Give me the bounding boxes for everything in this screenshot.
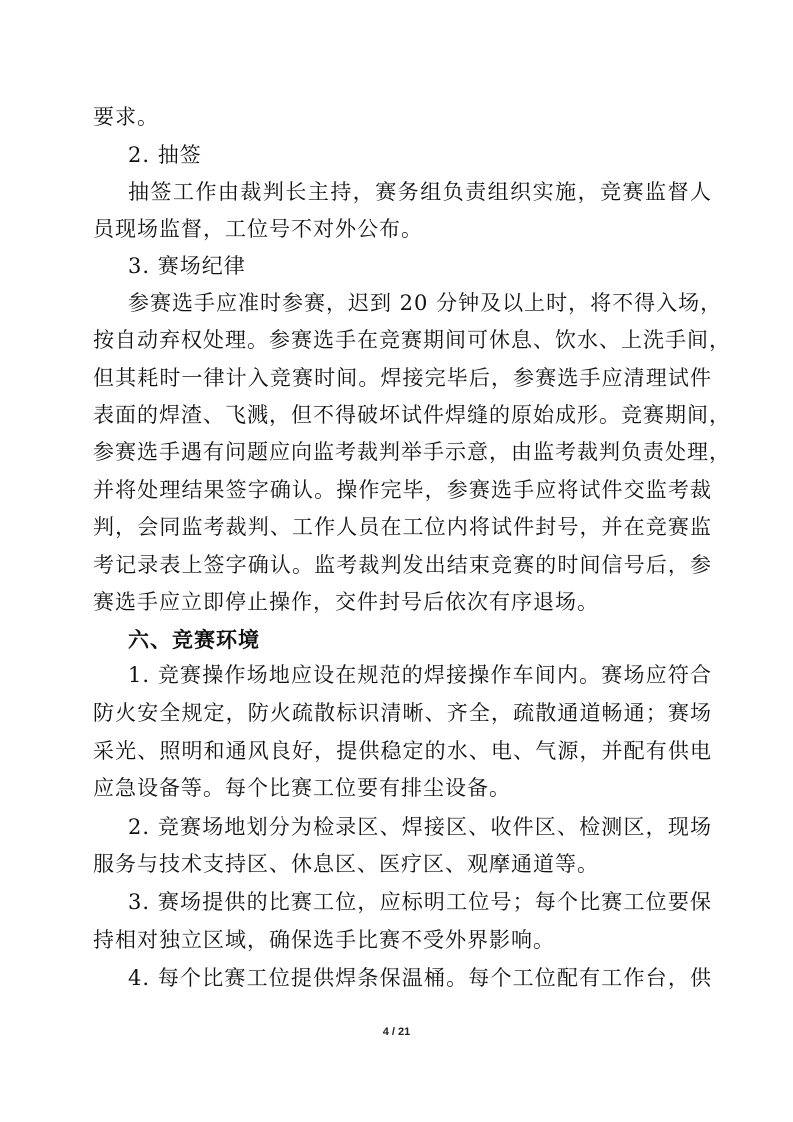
paragraph-line: 赛选手应立即停止操作，交件封号后依次有序退场。: [93, 590, 599, 614]
paragraph-line: 参赛选手应准时参赛，迟到 20 分钟及以上时，将不得入场，: [128, 291, 723, 315]
paragraph-line: 服务与技术支持区、休息区、医疗区、观摩通道等。: [93, 852, 599, 876]
section-heading: 六、竞赛环境: [128, 627, 260, 652]
paragraph-line: 考记录表上签字确认。监考裁判发出结束竞赛的时间信号后，参: [93, 553, 712, 577]
paragraph-line: 防火安全规定，防火疏散标识清晰、齐全，疏散通道畅通；赛场: [93, 701, 712, 725]
page-number: 4 / 21: [382, 1026, 411, 1038]
subheading-draw: 2. 抽签: [128, 143, 202, 167]
paragraph-line: 判，会同监考裁判、工作人员在工位内将试件封号，并在竞赛监: [93, 515, 712, 539]
paragraph-line: 表面的焊渣、飞溅，但不得破坏试件焊缝的原始成形。竞赛期间，: [93, 403, 731, 427]
paragraph-line: 参赛选手遇有问题应向监考裁判举手示意，由监考裁判负责处理，: [93, 440, 731, 464]
paragraph-line: 3. 赛场提供的比赛工位，应标明工位号；每个比赛工位要保: [128, 890, 712, 914]
paragraph-line: 但其耗时一律计入竞赛时间。焊接完毕后，参赛选手应清理试件: [93, 366, 712, 390]
paragraph-line: 4. 每个比赛工位提供焊条保温桶。每个工位配有工作台，供: [128, 966, 712, 990]
paragraph-line: 并将处理结果签字确认。操作完毕，参赛选手应将试件交监考裁: [93, 478, 712, 502]
paragraph-line: 2. 竞赛场地划分为检录区、焊接区、收件区、检测区，现场: [128, 815, 712, 839]
paragraph-line: 采光、照明和通风良好，提供稳定的水、电、气源，并配有供电: [93, 739, 712, 763]
paragraph-line: 1. 竞赛操作场地应设在规范的焊接操作车间内。赛场应符合: [128, 663, 712, 687]
paragraph-line: 持相对独立区域，确保选手比赛不受外界影响。: [93, 928, 555, 952]
subheading-discipline: 3. 赛场纪律: [128, 254, 246, 278]
paragraph-line: 按自动弃权处理。参赛选手在竞赛期间可休息、饮水、上洗手间，: [93, 328, 731, 352]
paragraph-line: 抽签工作由裁判长主持，赛务组负责组织实施，竞赛监督人: [128, 180, 712, 204]
paragraph-line: 应急设备等。每个比赛工位要有排尘设备。: [93, 776, 511, 800]
paragraph-line: 要求。: [93, 105, 159, 129]
paragraph-line: 员现场监督，工位号不对外公布。: [93, 217, 423, 241]
